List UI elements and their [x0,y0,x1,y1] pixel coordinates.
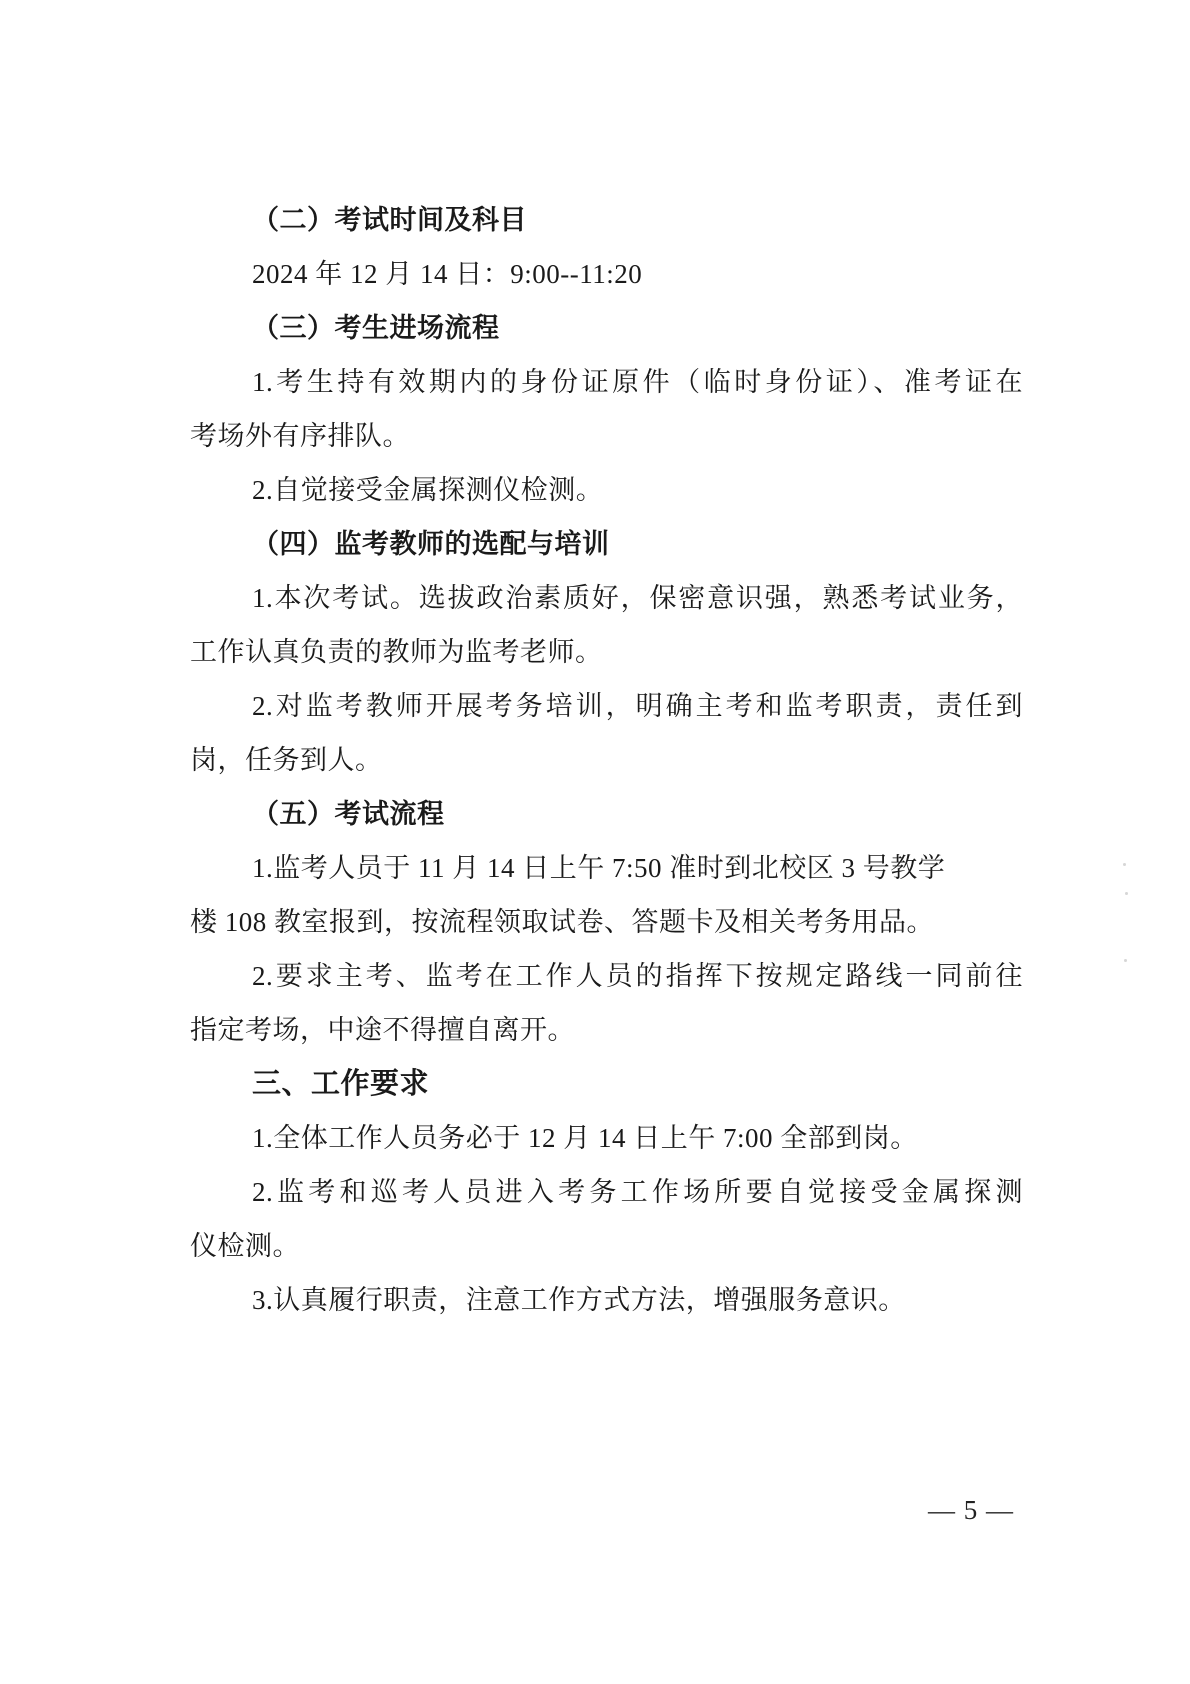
document-body [190,193,1023,1327]
document-line: 2024 年 12 月 14 日：9:00--11:20 [252,259,643,289]
document-line: 岗，任务到人。 [190,745,383,775]
section-heading: （二）考试时间及科目 [252,205,527,235]
document-line: 1.本次考试。选拔政治素质好，保密意识强，熟悉考试业务， [252,583,1023,613]
document-line: 指定考场，中途不得擅自离开。 [190,1015,575,1045]
page-footer [928,1492,1038,1528]
document-line: 工作认真负责的教师为监考老师。 [190,637,603,667]
section-heading: （四）监考教师的选配与培训 [252,529,610,559]
document-line: 考场外有序排队。 [190,421,410,451]
document-line: 2.对监考教师开展考务培训，明确主考和监考职责，责任到 [252,691,1023,721]
section-heading: （三）考生进场流程 [252,313,500,343]
document-line: 1.监考人员于 11 月 14 日上午 7:50 准时到北校区 3 号教学 [252,853,946,883]
document-line: 仪检测。 [190,1231,300,1261]
scan-speck [1125,892,1128,895]
document-line: 2.监考和巡考人员进入考务工作场所要自觉接受金属探测 [252,1177,1023,1207]
section-heading: 三、工作要求 [252,1068,430,1100]
document-line: 1.全体工作人员务必于 12 月 14 日上午 7:00 全部到岗。 [252,1123,918,1153]
scan-speck [1124,959,1127,962]
document-line: 楼 108 教室报到，按流程领取试卷、答题卡及相关考务用品。 [190,907,934,937]
section-heading: （五）考试流程 [252,799,445,829]
document-line: 2.自觉接受金属探测仪检测。 [252,475,604,505]
document-line: 1.考生持有效期内的身份证原件（临时身份证）、准考证在 [252,367,1023,397]
document-line: 2.要求主考、监考在工作人员的指挥下按规定路线一同前往 [252,961,1023,991]
document-line: 3.认真履行职责，注意工作方式方法，增强服务意识。 [252,1285,906,1315]
scan-speck [1123,863,1126,866]
page-number: — 5 — [928,1495,1014,1525]
